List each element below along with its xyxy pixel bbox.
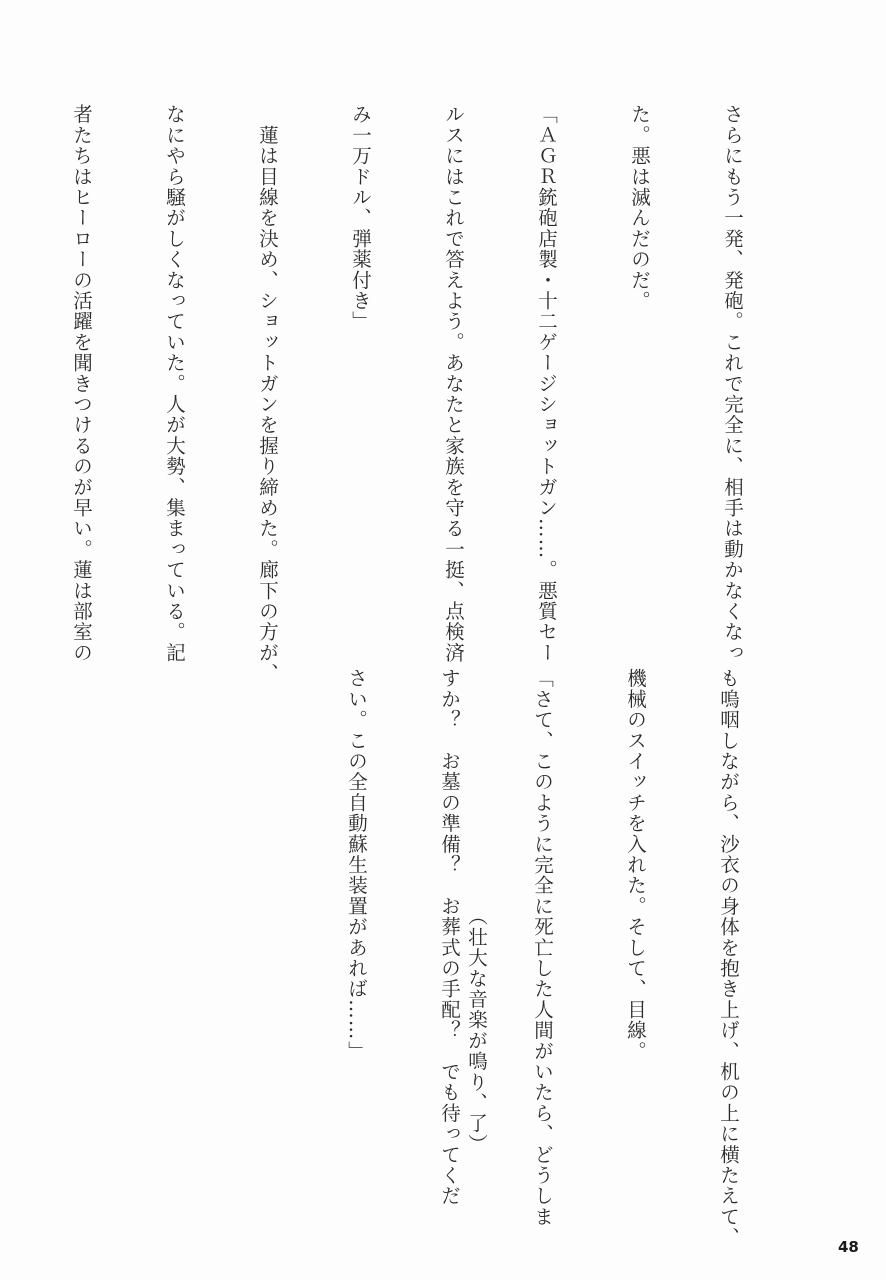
- text-line: なにやら騒がしくなっていた。人が大勢、集まっている。記: [163, 104, 186, 663]
- text-line: さい。この全自動蘇生装置があれば……」: [345, 668, 368, 1062]
- text-line: み一万ドル、弾薬付き」: [349, 104, 372, 332]
- text-line: 「さて、このように完全に死亡した人間がいたら、どうしま: [531, 668, 554, 1227]
- text-line: 機械のスイッチを入れた。そして、目線。: [624, 668, 647, 1062]
- text-line: た。悪は滅んだのだ。: [628, 104, 651, 311]
- text-line: さらにもう一発、発砲。これで完全に、相手は動かなくなっ: [721, 104, 744, 663]
- page-number: 48: [838, 1238, 859, 1256]
- text-line: 「ＡＧＲ銃砲店製・十二ゲージショットガン……。悪質セー: [535, 104, 558, 663]
- text-line: ルスにはこれで答えよう。あなたと家族を守る一挺、点検済: [442, 104, 465, 663]
- text-line: [0, 104, 4, 664]
- text-line: 者たちはヒーローの活躍を聞きつけるのが早い。蓮は部室の: [70, 104, 93, 663]
- stage-direction: （壮大な音楽が鳴り、了）: [465, 906, 488, 1155]
- text-line: すか？ お墓の準備？ お葬式の手配？ でも待ってくだ: [438, 668, 461, 1207]
- text-line: 蓮は目線を決め、ショットガンを握り締めた。廊下の方が、: [256, 104, 279, 684]
- text-line: も嗚咽しながら、沙衣の身体を抱き上げ、机の上に横たえて、: [717, 668, 740, 1248]
- upper-text-block: [0, 104, 810, 684]
- lower-text-block: [279, 668, 806, 1248]
